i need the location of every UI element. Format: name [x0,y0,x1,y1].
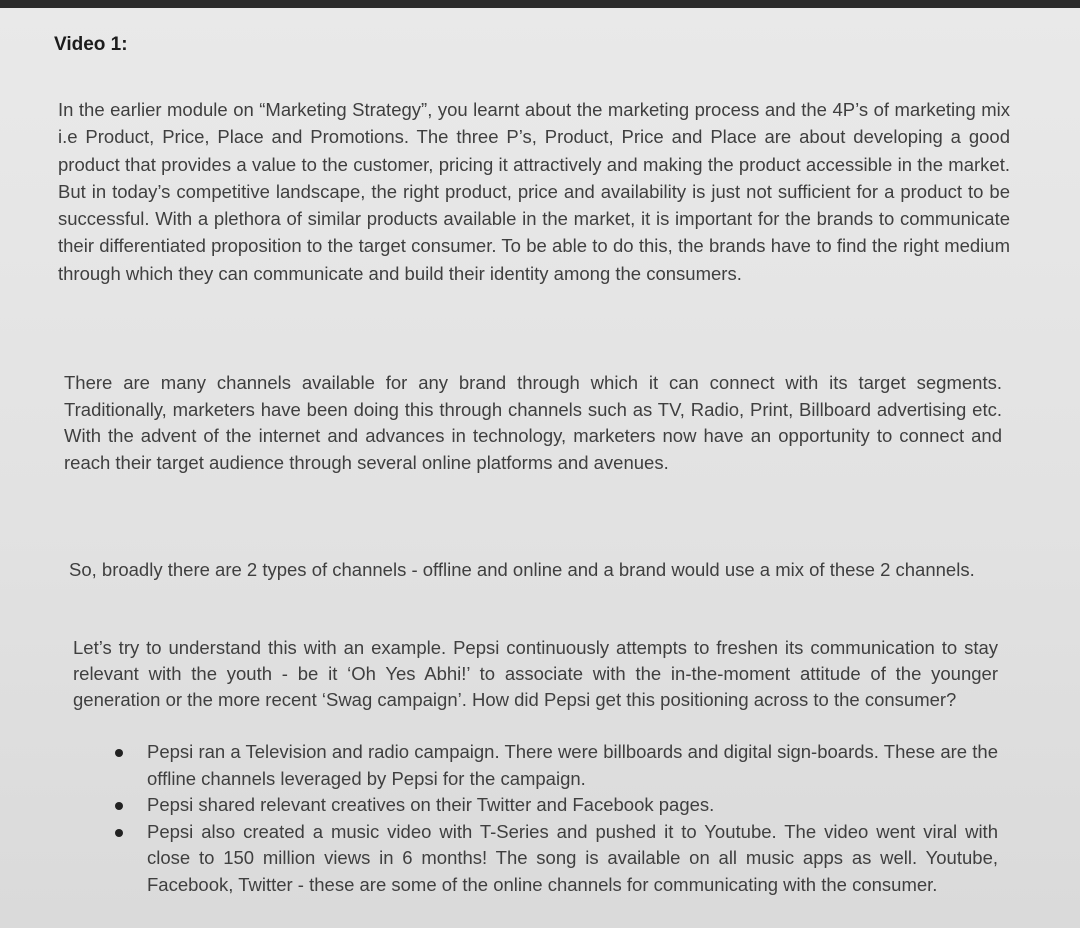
bullet-text: Pepsi ran a Television and radio campaign. There were billboards and digital sign-boards. These are the offline channels leveraged by Pepsi for the campaign. [147,741,998,789]
page-heading: Video 1: [54,34,128,55]
paragraph-pepsi-example: Let’s try to understand this with an example. Pepsi continuously attempts to freshen its communication to stay relevant with the youth - be it ‘Oh Yes Abhi!’ to associate with the in-the-moment attitude of the younger generation or the more recent ‘Swag campaign’. How did Pepsi get this positioning across to the consumer? [73,637,998,710]
bullet-text: Pepsi also created a music video with T-Series and pushed it to Youtube. The video went viral with close to 150 million views in 6 months! The song is available on all music apps as well. Youtube, Facebook, Twitter - these are some of the online channels for communicating with the consumer. [147,820,998,895]
bullet-icon [115,829,123,837]
paragraph-marketing-intro: In the earlier module on “Marketing Strategy”, you learnt about the marketing process and the 4P’s of marketing mix i.e Product, Price, Place and Promotions. The three P’s, Product, Price and Place are about developing a good product that provides a value to the customer, pricing it attractively and making the product accessible in the market. But in today’s competitive landscape, the right product, price and availability is just not sufficient for a product to be successful. With a plethora of similar products available in the market, it is important for the brands to communicate their differentiated proposition to the target consumer. To be able to do this, the brands have to find the right medium through which they can communicate and build their identity among the consumers. [58,99,1010,284]
list-item [104,739,998,792]
bullet-icon [115,749,123,757]
list-item [104,792,998,819]
bullet-text: Pepsi shared relevant creatives on their Twitter and Facebook pages. [147,794,715,815]
document-page [0,8,1080,928]
paragraph-channels: There are many channels available for any brand through which it can connect with its target segments. Traditionally, marketers have been doing this through channels such as TV, Radio, Print, Billboard advertising etc. With the advent of the internet and advances in technology, marketers now have an opportunity to connect and reach their target audience through several online platforms and avenues. [64,372,1002,473]
bullet-icon [115,802,123,810]
paragraph-channel-types: So, broadly there are 2 types of channels - offline and online and a brand would use a mix of these 2 channels. [69,559,975,580]
pepsi-bullet-list [104,739,998,898]
list-item [104,819,998,899]
top-bar [0,0,1080,8]
